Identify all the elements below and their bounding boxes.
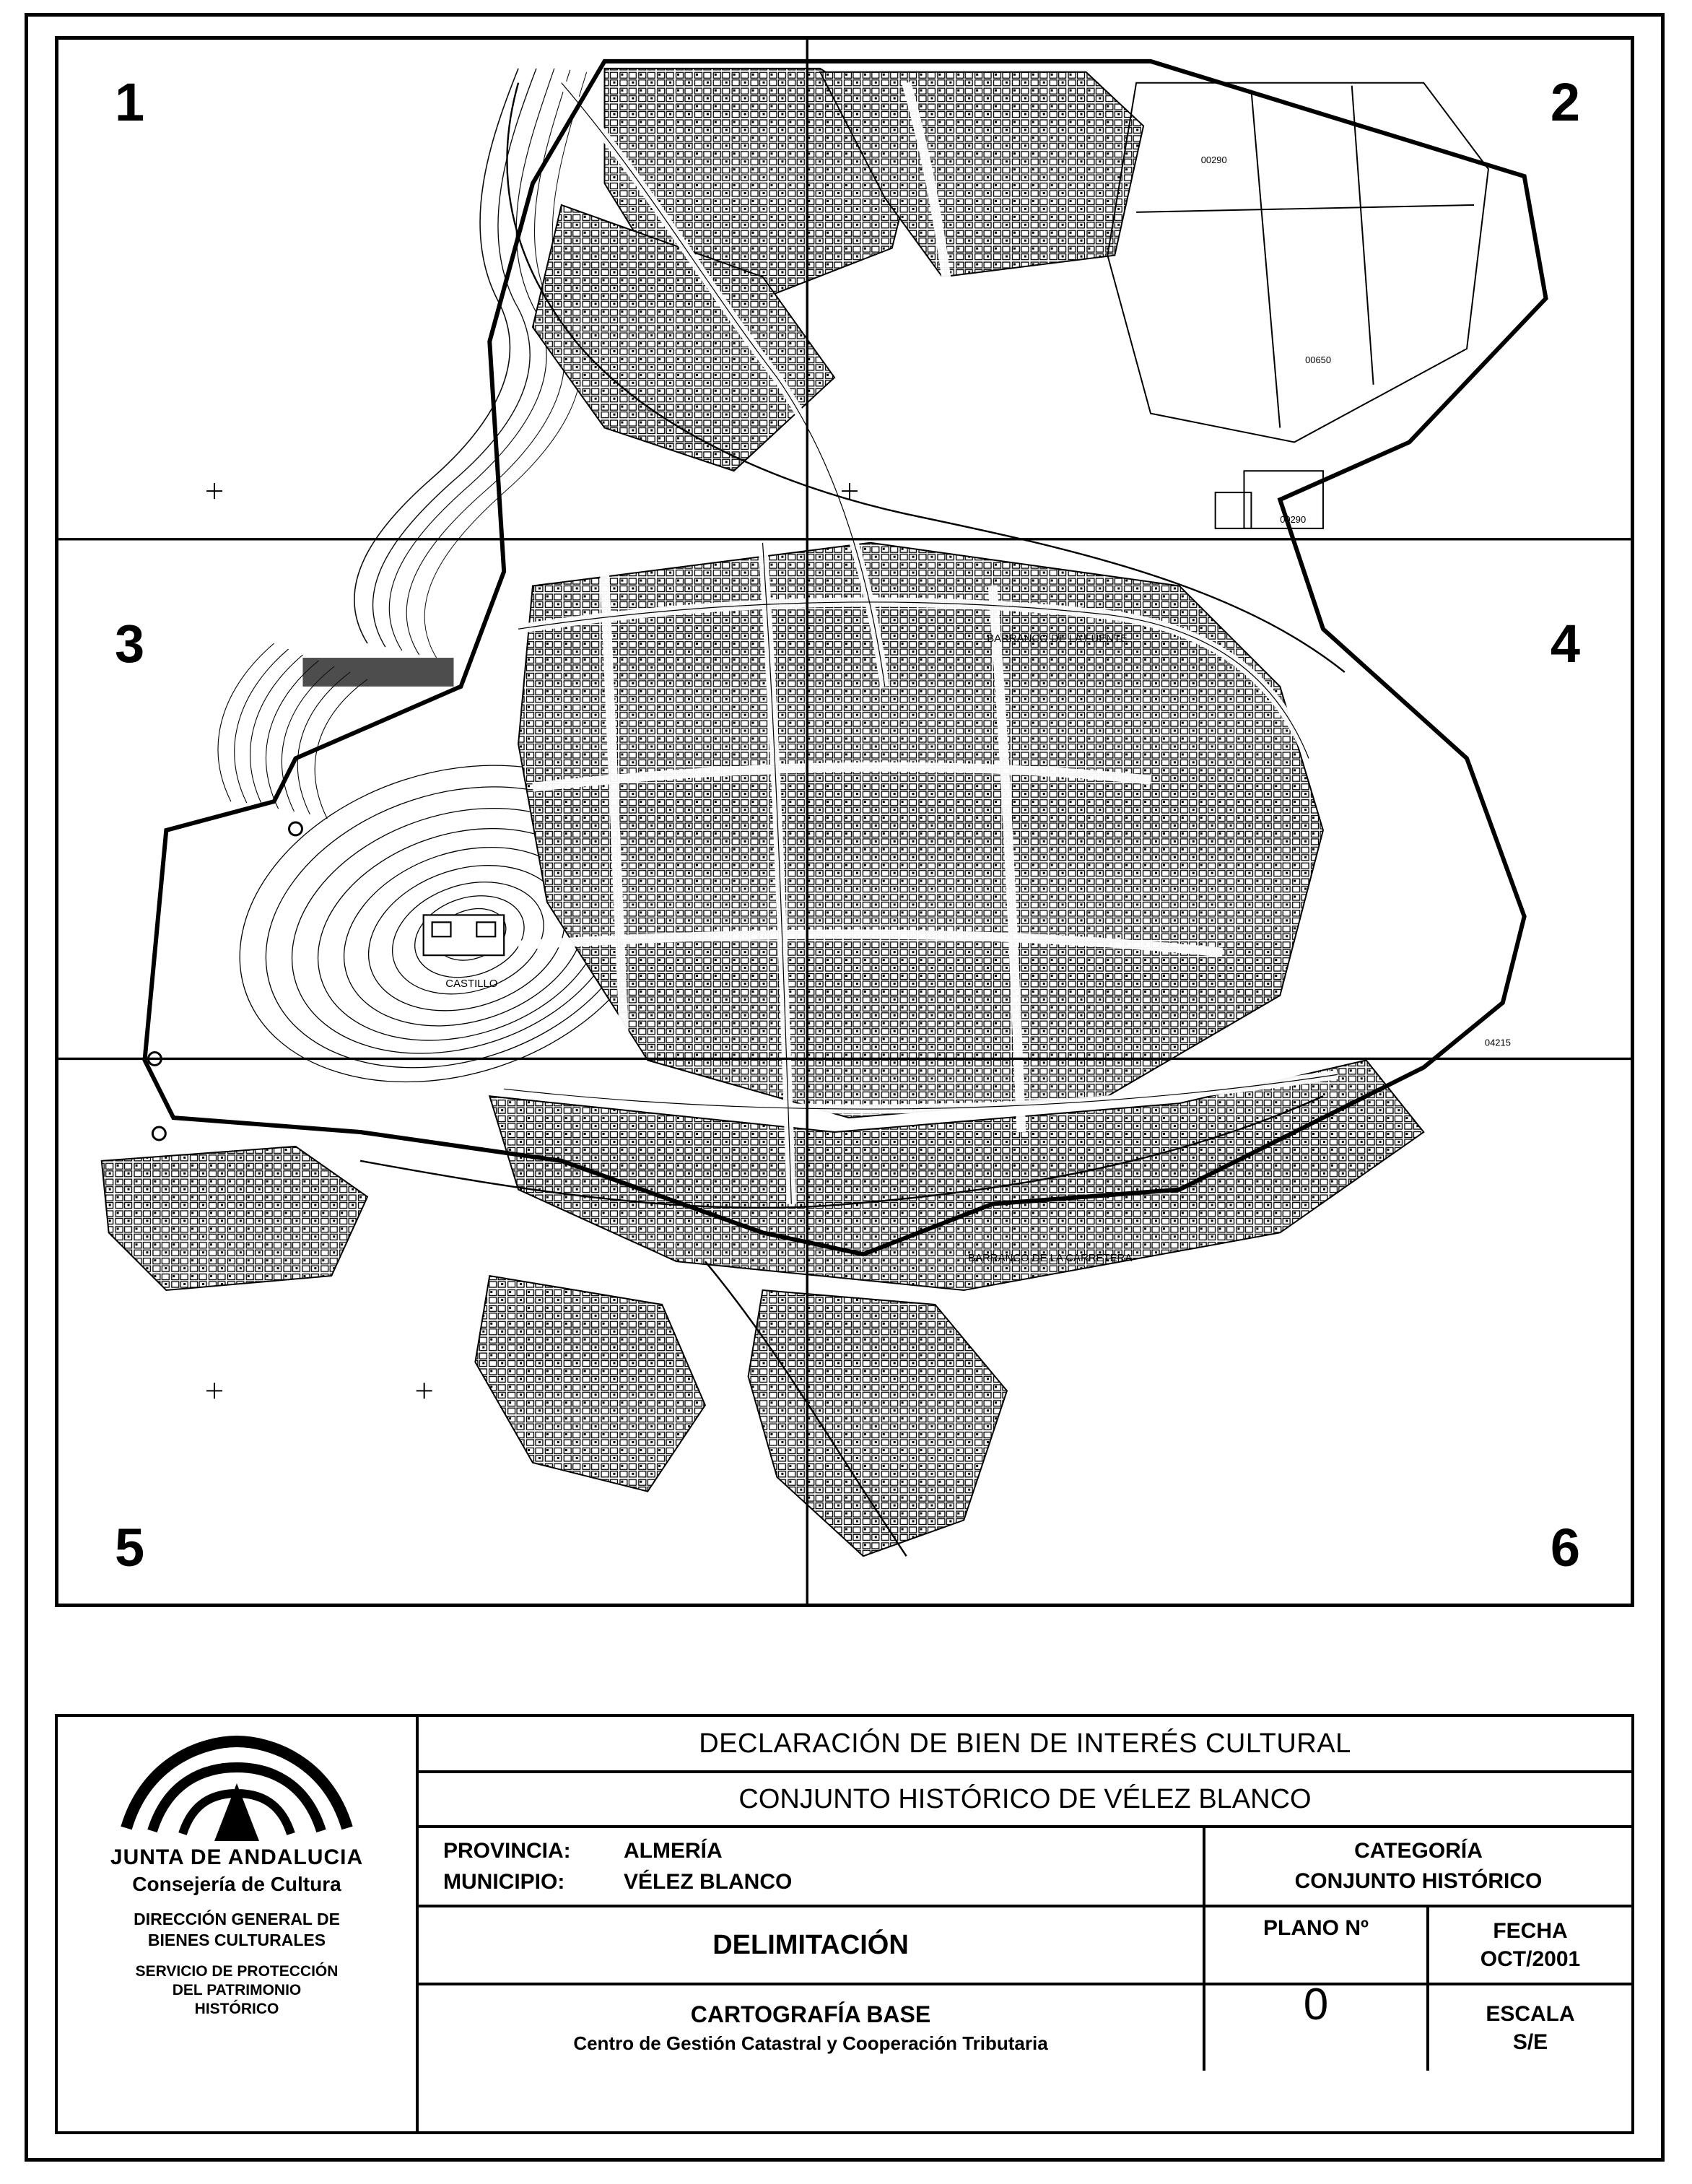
- escala-label: ESCALA: [1486, 2002, 1575, 2026]
- grid-label-3: 3: [115, 614, 145, 674]
- delimitacion-row: [419, 1907, 1631, 1985]
- logo-dg-line-2: BIENES CULTURALES: [147, 1930, 326, 1949]
- cartografia-row: [419, 1980, 1631, 2071]
- delimitacion-cell: [419, 1907, 1205, 1983]
- conjunto-subtitle-row: [419, 1773, 1631, 1828]
- fecha-value: OCT/2001: [1480, 1947, 1581, 1971]
- cadastral-map-drawing: [58, 40, 1631, 1604]
- svg-text:00290: 00290: [1280, 513, 1307, 525]
- escala-cell: [1429, 1985, 1631, 2071]
- cartografia-cell: [419, 1985, 1205, 2071]
- fecha-label: FECHA: [1493, 1919, 1568, 1943]
- cartografia-source: Centro de Gestión Catastral y Cooperación Tributaria: [573, 2032, 1048, 2054]
- declaration-title-row: [419, 1717, 1631, 1773]
- logo-svc-line-3: HISTÓRICO: [194, 2001, 279, 2017]
- categoria-value: CONJUNTO HISTÓRICO: [1294, 1869, 1543, 1893]
- map-panel[interactable]: [55, 36, 1634, 1607]
- title-block-rows: [419, 1717, 1631, 2131]
- logo-svc-line-2: DEL PATRIMONIO: [172, 1981, 302, 1998]
- declaration-title: DECLARACIÓN DE BIEN DE INTERÉS CULTURAL: [699, 1728, 1351, 1759]
- municipio-pair: [443, 1866, 1203, 1898]
- municipio-label: MUNICIPIO:: [443, 1870, 565, 1894]
- escala-value: S/E: [1512, 2030, 1548, 2054]
- categoria-label: CATEGORÍA: [1354, 1839, 1483, 1863]
- title-block: [55, 1714, 1634, 2134]
- grid-label-2: 2: [1550, 72, 1580, 132]
- svg-text:00650: 00650: [1305, 354, 1332, 365]
- agency-logo-cell: [58, 1717, 419, 2131]
- svg-text:BARRANCO DE LA CARRETERA: BARRANCO DE LA CARRETERA: [968, 1252, 1133, 1265]
- provincia-pair: [443, 1835, 1203, 1867]
- svg-text:CASTILLO: CASTILLO: [445, 977, 498, 990]
- fecha-cell: [1429, 1907, 1631, 1983]
- plano-numero: 0: [1303, 1980, 1329, 2029]
- svg-text:BARRANCO DE LA FUENTE: BARRANCO DE LA FUENTE: [987, 632, 1128, 645]
- grid-label-4: 4: [1550, 614, 1580, 674]
- plano-numero-cell: [1205, 1980, 1429, 2071]
- provincia-label: PROVINCIA:: [443, 1838, 571, 1863]
- location-row: [419, 1828, 1631, 1907]
- svg-text:04215: 04215: [1484, 1037, 1511, 1048]
- logo-dg-line-1: DIRECCIÓN GENERAL DE: [134, 1910, 340, 1928]
- svg-text:00290: 00290: [1200, 155, 1227, 166]
- location-cell: [419, 1828, 1205, 1905]
- plano-label: PLANO Nº: [1263, 1916, 1369, 1940]
- grid-label-1: 1: [115, 72, 145, 132]
- logo-department: Consejería de Cultura: [132, 1873, 341, 1895]
- cartografia-title: CARTOGRAFÍA BASE: [690, 2001, 931, 2027]
- grid-label-5: 5: [115, 1518, 145, 1578]
- delimitacion-label: DELIMITACIÓN: [712, 1929, 909, 1960]
- junta-de-andalucia-logo-icon: [118, 1736, 356, 1844]
- provincia-value: ALMERÍA: [624, 1838, 723, 1863]
- logo-brand: JUNTA DE ANDALUCIA: [110, 1845, 364, 1869]
- conjunto-subtitle: CONJUNTO HISTÓRICO DE VÉLEZ BLANCO: [738, 1783, 1312, 1814]
- municipio-value: VÉLEZ BLANCO: [624, 1870, 793, 1894]
- logo-svc-line-1: SERVICIO DE PROTECCIÓN: [135, 1962, 339, 1980]
- grid-label-6: 6: [1550, 1518, 1580, 1578]
- categoria-cell: [1205, 1828, 1631, 1905]
- plano-label-cell: [1205, 1907, 1429, 1983]
